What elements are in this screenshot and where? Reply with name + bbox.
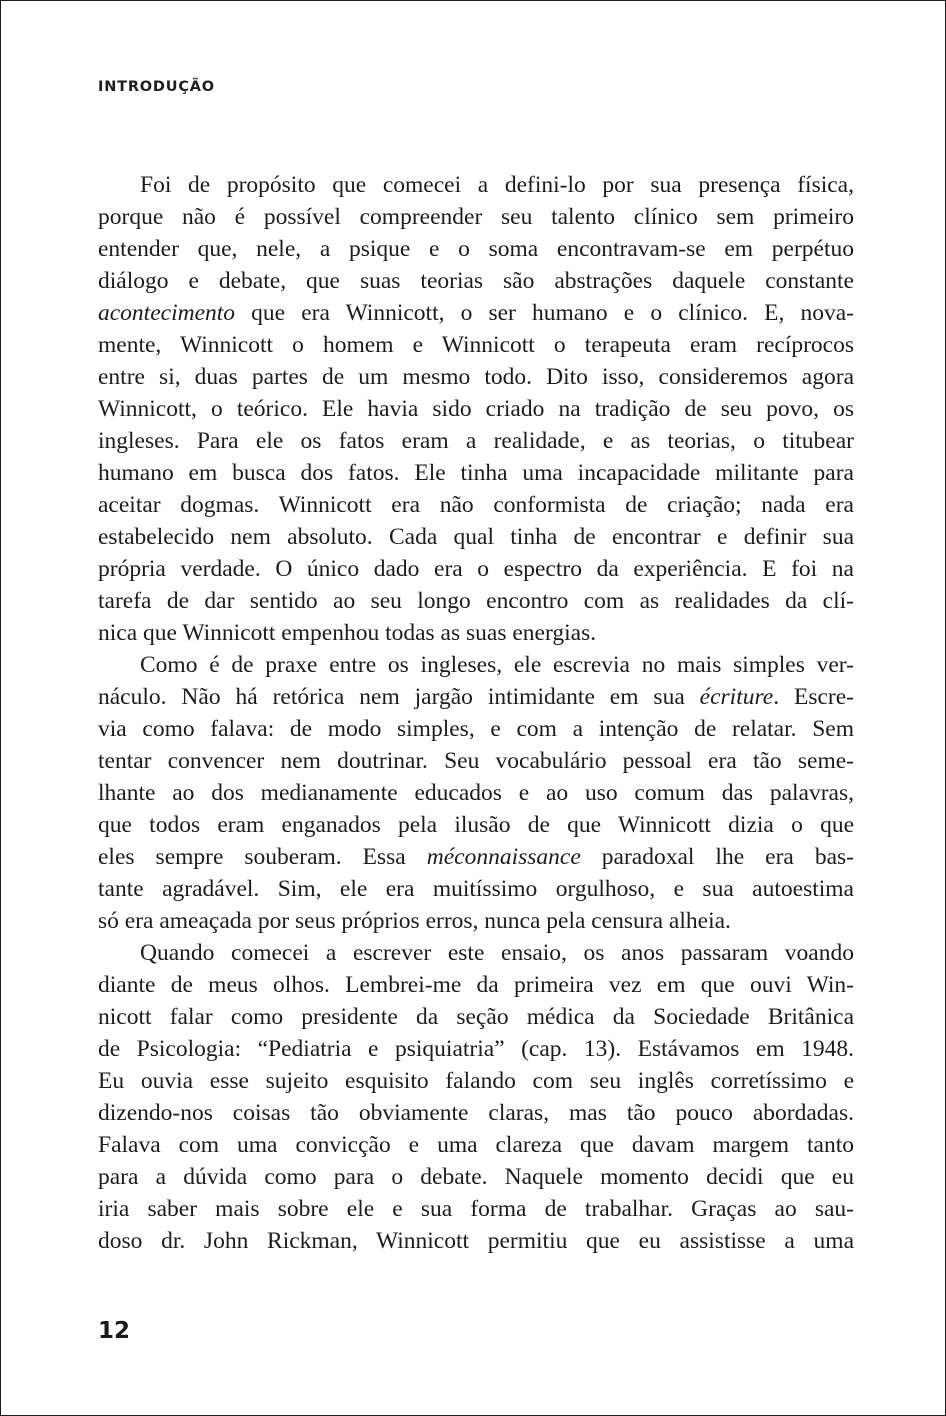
paragraph-1 [98, 169, 854, 649]
text-line: Foi de propósito que comecei a defini-lo por sua presença física, [140, 172, 854, 198]
text-line: nicott falar como presidente da seção médica da Sociedade Britânica [98, 1004, 854, 1030]
paragraph-2 [98, 649, 854, 937]
text-line: diálogo e debate, que suas teorias são abstrações daquele constante [98, 268, 854, 294]
text-line: ingleses. Para ele os fatos eram a realidade, e as teorias, o titubear [98, 428, 854, 454]
text-line: aceitar dogmas. Winnicott era não conformista de criação; nada era [98, 492, 854, 518]
text-line: Como é de praxe entre os ingleses, ele escrevia no mais simples ver- [140, 652, 854, 678]
page-number: 12 [98, 1318, 131, 1344]
text-line: só era ameaçada por seus próprios erros, nunca pela censura alheia. [98, 908, 731, 934]
text-line: via como falava: de modo simples, e com a intenção de relatar. Sem [98, 716, 854, 742]
body-text [98, 169, 854, 1257]
text-line: Eu ouvia esse sujeito esquisito falando com seu inglês corretíssimo e [98, 1068, 854, 1094]
text-line: eles sempre souberam. Essa méconnaissance paradoxal lhe era bas- [98, 844, 854, 870]
text-line: doso dr. John Rickman, Winnicott permitiu que eu assistisse a uma [98, 1228, 854, 1254]
text-line: tarefa de dar sentido ao seu longo encontro com as realidades da clí- [98, 588, 854, 614]
text-line: mente, Winnicott o homem e Winnicott o terapeuta eram recíprocos [98, 332, 854, 358]
text-line: acontecimento que era Winnicott, o ser humano e o clínico. E, nova- [98, 300, 854, 326]
text-line: Quando comecei a escrever este ensaio, os anos passaram voando [140, 940, 854, 966]
text-line: humano em busca dos fatos. Ele tinha uma incapacidade militante para [98, 460, 854, 486]
text-line: lhante ao dos medianamente educados e ao uso comum das palavras, [98, 780, 854, 806]
text-line: tante agradável. Sim, ele era muitíssimo orgulhoso, e sua autoestima [98, 876, 854, 902]
text-line: Winnicott, o teórico. Ele havia sido criado na tradição de seu povo, os [98, 396, 854, 422]
text-line: Falava com uma convicção e uma clareza que davam margem tanto [98, 1132, 854, 1158]
text-line: de Psicologia: “Pediatria e psiquiatria” (cap. 13). Estávamos em 1948. [98, 1036, 854, 1062]
text-line: que todos eram enganados pela ilusão de que Winnicott dizia o que [98, 812, 854, 838]
text-line: para a dúvida como para o debate. Naquele momento decidi que eu [98, 1164, 854, 1190]
text-line: nica que Winnicott empenhou todas as suas energias. [98, 620, 597, 646]
text-line: iria saber mais sobre ele e sua forma de trabalhar. Graças ao sau- [98, 1196, 854, 1222]
text-line: estabelecido nem absoluto. Cada qual tinha de encontrar e definir sua [98, 524, 854, 550]
text-line: entre si, duas partes de um mesmo todo. Dito isso, consideremos agora [98, 364, 854, 390]
running-head: INTRODUÇÃO [98, 79, 215, 95]
text-line: entender que, nele, a psique e o soma encontravam-se em perpétuo [98, 236, 854, 262]
text-line: porque não é possível compreender seu talento clínico sem primeiro [98, 204, 854, 230]
text-line: diante de meus olhos. Lembrei-me da primeira vez em que ouvi Win- [98, 972, 854, 998]
text-line: náculo. Não há retórica nem jargão intimidante em sua écriture. Escre- [98, 684, 855, 710]
text-line: dizendo-nos coisas tão obviamente claras, mas tão pouco abordadas. [98, 1100, 854, 1126]
paragraph-3 [98, 937, 854, 1257]
text-line: própria verdade. O único dado era o espectro da experiência. E foi na [98, 556, 854, 582]
text-line: tentar convencer nem doutrinar. Seu vocabulário pessoal era tão seme- [98, 748, 854, 774]
